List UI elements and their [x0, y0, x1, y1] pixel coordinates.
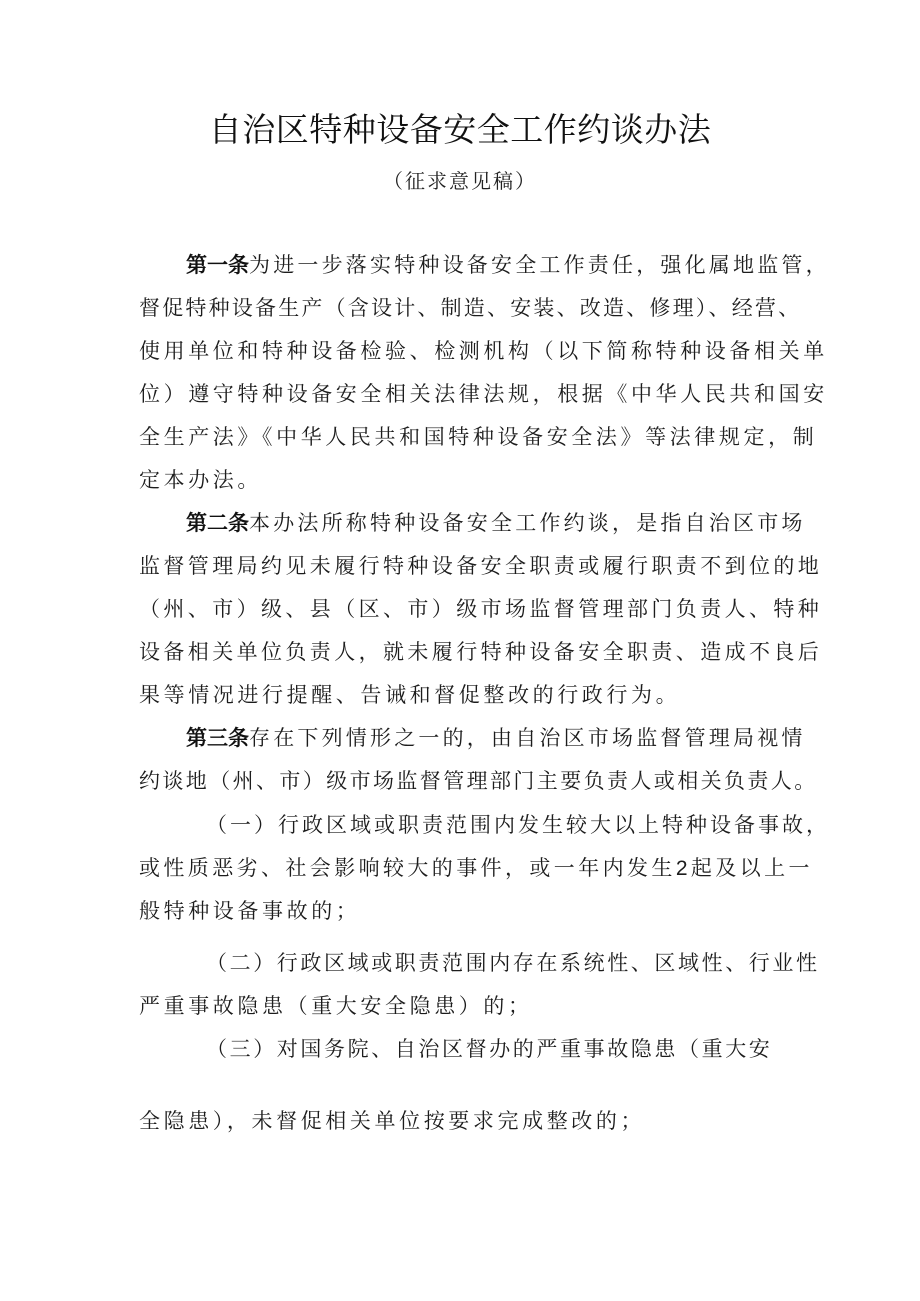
article-1-label: 第一条 [186, 253, 249, 277]
article-1-line-4: 位）遵守特种设备安全相关法律法规，根据《中华人民共和国安 [139, 382, 828, 406]
article-2-line-1: 第二条本办法所称特种设备安全工作约谈，是指自治区市场 [186, 511, 806, 535]
item-3-line-1: （三）对国务院、自治区督办的严重事故隐患（重大安 [206, 1037, 773, 1061]
item-2-line-1: （二）行政区域或职责范围内存在系统性、区域性、行业性 [206, 951, 820, 975]
article-1-line-2: 督促特种设备生产（含设计、制造、安装、改造、修理）、经营、 [139, 296, 802, 320]
accident-count: 2 [675, 857, 691, 880]
document-title: 自治区特种设备安全工作约谈办法 [208, 110, 712, 149]
article-1-line-1: 第一条为进一步落实特种设备安全工作责任，强化属地监管， [186, 253, 830, 277]
item-3-line-2: 全隐患），未督促相关单位按要求完成整改的； [139, 1109, 646, 1133]
document-subtitle: （征求意见稿） [383, 169, 537, 193]
article-3-label: 第三条 [186, 726, 249, 750]
item-2-line-2: 严重事故隐患（重大安全隐患）的； [139, 994, 533, 1018]
item-1-line-2: 或性质恶劣、社会影响较大的事件，或一年内发生2起及以上一 [139, 856, 813, 880]
article-3-line-2: 约谈地（州、市）级市场监督管理部门主要负责人或相关负责人。 [139, 769, 818, 793]
article-2-line-3: （州、市）级、县（区、市）级市场监督管理部门负责人、特种 [139, 597, 823, 621]
article-2-line-2: 监督管理局约见未履行特种设备安全职责或履行职责不到位的地 [139, 554, 823, 578]
article-1-line-5: 全生产法》《中华人民共和国特种设备安全法》等法律规定，制 [139, 425, 818, 449]
article-2-line-4: 设备相关单位负责人，就未履行特种设备安全职责、造成不良后 [139, 640, 823, 664]
article-1-line-6: 定本办法。 [139, 468, 262, 492]
article-2-label: 第二条 [186, 511, 249, 535]
article-2-line-5: 果等情况进行提醒、告诫和督促整改的行政行为。 [139, 683, 681, 707]
item-1-line-1: （一）行政区域或职责范围内发生较大以上特种设备事故， [206, 813, 830, 837]
article-3-line-1: 第三条存在下列情形之一的，由自治区市场监督管理局视情 [186, 726, 806, 750]
item-1-line-3: 般特种设备事故的； [139, 899, 361, 923]
article-1-line-3: 使用单位和特种设备检验、检测机构（以下简称特种设备相关单 [139, 339, 828, 363]
